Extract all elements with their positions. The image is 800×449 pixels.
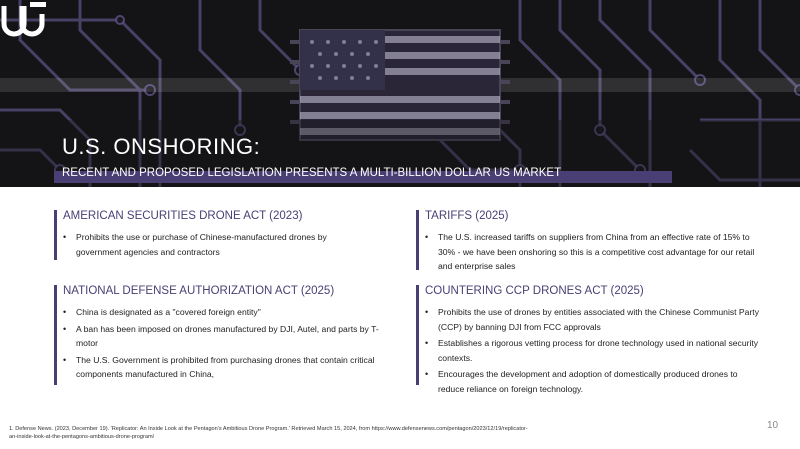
bullet-item: • The U.S. increased tariffs on suppliers from China from an effective rate of 15% to 30% - we have been onshoring so this is a competitive cost advantage for our retail and enterprise sales — [425, 230, 761, 274]
bullet-item: • China is designated as a "covered foreign entity" — [63, 305, 384, 320]
hero-banner — [0, 0, 800, 187]
bullet-list — [63, 305, 384, 382]
bullet-item: • Prohibits the use or purchase of Chinese-manufactured drones by government agencies and contractors — [63, 230, 374, 259]
section-heading: AMERICAN SECURITIES DRONE ACT (2023) — [63, 210, 303, 222]
section-accent-bar — [54, 285, 57, 385]
section-accent-bar — [416, 285, 419, 385]
bullet-item: • The U.S. Government is prohibited from purchasing drones that contain critical components manufactured in China, — [63, 353, 384, 382]
page-title: U.S. ONSHORING: — [62, 134, 261, 159]
section-accent-bar — [54, 210, 57, 260]
section-american-securities-drone-act — [54, 210, 374, 260]
bullet-item: • Establishes a rigorous vetting process for drone technology used in national security contexts. — [425, 336, 761, 365]
section-tariffs — [416, 210, 761, 270]
bullet-item: • Encourages the development and adoption of domestically produced drones to reduce reliance on foreign technology. — [425, 367, 761, 396]
page-subtitle: RECENT AND PROPOSED LEGISLATION PRESENTS A MULTI-BILLION DOLLAR US MARKET — [62, 167, 562, 179]
section-heading: COUNTERING CCP DRONES ACT (2025) — [425, 285, 644, 297]
section-national-defense-authorization-act — [54, 285, 384, 385]
section-countering-ccp-drones-act — [416, 285, 761, 394]
bullet-list — [425, 305, 761, 396]
section-heading: NATIONAL DEFENSE AUTHORIZATION ACT (2025) — [63, 285, 335, 297]
section-accent-bar — [416, 210, 419, 270]
company-logo — [0, 0, 46, 40]
bullet-item: • A ban has been imposed on drones manufactured by DJI, Autel, and parts by T-motor — [63, 322, 384, 351]
section-heading: TARIFFS (2025) — [425, 210, 509, 222]
footnote: 1. Defense News. (2023, December 19). 'Replicator: An Inside Look at the Pentagon's Ambitious Drone Program.' Retrieved March 15, 2024, from https://www.defensenews.com/pentagon/2023/12/19/replicator-an-inside-look-at-the-pentagons-ambitious-drone-program/ — [9, 426, 528, 440]
bullet-item: • Prohibits the use of drones by entities associated with the Chinese Communist Party (CCP) by banning DJI from FCC approvals — [425, 305, 761, 334]
bullet-list — [63, 230, 374, 259]
page-number: 10 — [767, 420, 779, 431]
bullet-list — [425, 230, 761, 274]
